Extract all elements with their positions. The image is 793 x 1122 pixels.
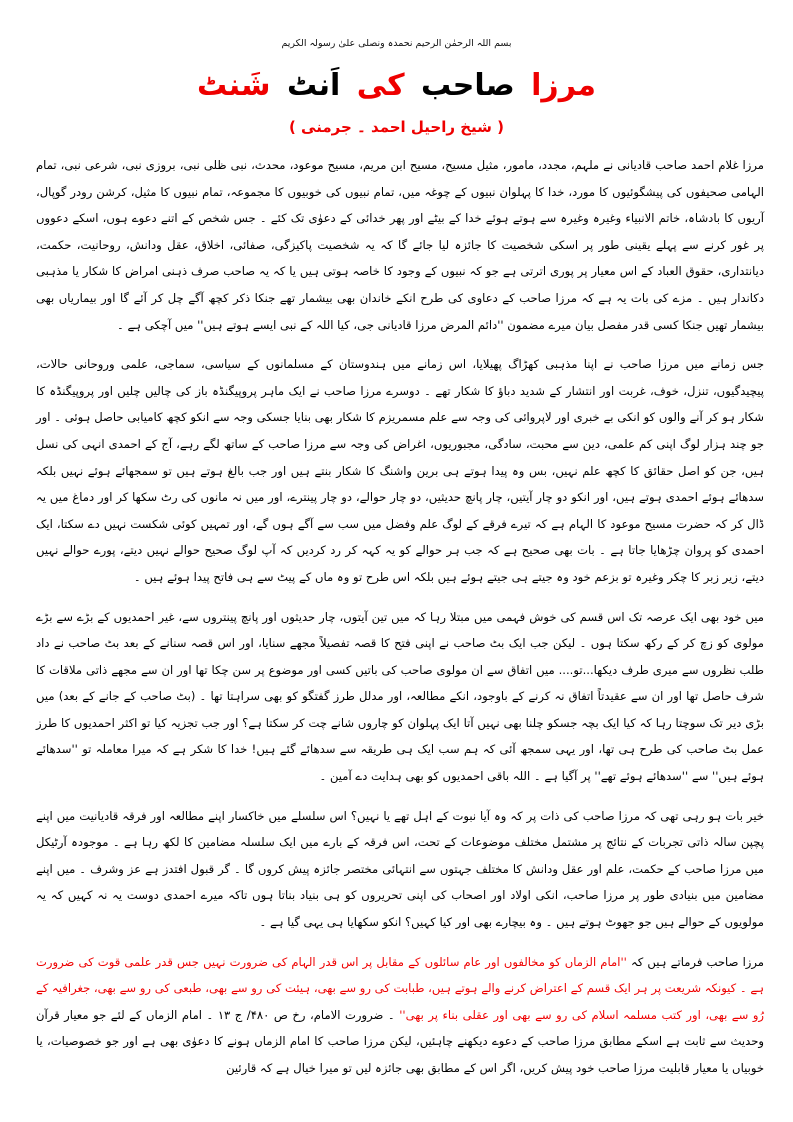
title-word-shant: شَنٹ: [197, 68, 271, 103]
paragraph-5-rest: ۔ ضرورت الامام، رخ ص ۴۸۰/ ج ۱۳ ۔ امام الزماں کے لئے جو معیار قرآن وحدیث سے ثابت ہے اسکے مطابق مرزا صاحب کے دعوے دیکھنے چاہئیں، لیکن مرزا صاحب کا امام الزماں ہونے کا دعوٰی بھی ہے اور جو خصوصیات، یا خوبیاں یا معیار قابلیت مرزا صاحب خود پیش کریں، اگر اس کے مطابق بھی جائزہ لیں تو میرا خیال ہے کہ قارئین: [36, 1007, 764, 1075]
page-title: [0, 64, 793, 108]
paragraph-2: جس زمانے میں مرزا صاحب نے اپنا مذہبی کھڑاگ پھیلایا، اس زمانے میں ہندوستان کے مسلمانوں کے سیاسی، سماجی، علمی وروحانی حالات، پیچیدگیوں، تنزل، خوف، غربت اور انتشار کے شدید دباؤ کا شکار تھے ۔ دوسرے مرزا صاحب نے ایک ماہر پروپیگنڈہ باز کی چالیں چلیں اور پروپیگنڈہ کا شکار ہو کر آنے والوں کو انکی بے خبری اور لاپروائی کی وجہ سے علم مسمریزم کا شکار بھی بنایا جسکی وجہ سے انکو کچھ کامیابی حاصل ہوئی ۔ اور جو چند ہزار لوگ اپنی کم علمی، دین سے محبت، سادگی، مجبوریوں، اغراض کی وجہ سے مرزا صاحب کے ساتھ لگے رہے، آج کے احمدی انہی کی نسل ہیں، جن کو اصل حقائق کا کچھ علم نہیں، بس وہ پیدا ہوتے ہی برین واشنگ کا شکار بنتے ہیں اور جب بالغ ہوتے ہیں تو سمجھائے ہوئے نہیں بلکہ سدھائے ہوئے احمدی ہوتے ہیں، اور انکو دو چار آیتیں، چار پانچ حدیثیں، دو چار حوالے، دو چار پینترے، اور میں نہ مانوں کی رٹ سکھا کر اور دماغ میں یہ ڈال کر کہ حضرت مسیح موعود کا الہام ہے کہ تیرے فرقے کے لوگ علم وفضل میں سب سے آگے ہوں گے، اور تمہیں کوئی شکست نہیں دے سکتا، ایک احمدی کو پروان چڑھایا جاتا ہے ۔ بات بھی صحیح ہے کہ جب ہر حوالے کو یہ کہہ کر رد کردیں کہ آپ لوگ صحیح حوالے نہیں دیتے، پورے حوالے نہیں دیتے، زیر زبر کا چکر وغیرہ تو بزعم خود وہ جیتے ہی جیتے ہوئے ہیں بلکہ اس طرح تو وہ ماں کے پیٹ سے ہی فاتح پیدا ہوئے ہیں ۔: [36, 357, 764, 584]
paragraph-4: خیر بات ہو رہی تھی کہ مرزا صاحب کی ذات پر کہ وہ آیا نبوت کے اہل تھے یا نہیں؟ اس سلسلے میں خاکسار اپنے مطالعہ اور فرقہ قادیانیت میں اپنے پچپن سالہ ذاتی تجربات کے نتائج پر مشتمل مختلف موضوعات کے تحت، اس فرقہ کے بارے میں ایک سلسلہ مضامین کا لکھ رہا ہے ۔ موجودہ آرٹیکل میں مرزا صاحب کے حکمت، علم اور عقل ودانش کا مختلف جہتوں سے انتہائی مختصر جائزہ پیش کروں گا ۔ گر قبول افتدز ہے عز وشرف ۔ میں اپنے مضامین میں بنیادی طور پر مرزا صاحب، انکی اولاد اور اصحاب کی اپنی تحریروں کو ہی بنیاد بناتا ہوں تاکہ میرے احمدی دوست یہ نہ کہیں کہ یہ مولویوں کے حوالے ہیں جو جھوٹ ہوتے ہیں ۔ وہ بیچارے بھی اور کیا کہیں؟ انکو سکھایا ہی یہی گیا ہے ۔: [36, 808, 764, 930]
paragraph-5: [36, 949, 764, 1082]
bismillah-header: بسم اللہ الرحمٰن الرحیم نحمدہ ونصلی علیٰ رسولہ الکریم: [281, 38, 512, 49]
paragraph-1: مرزا غلام احمد صاحب قادیانی نے ملہم، مجدد، مامور، مثیل مسیح، مسیح ابن مریم، مسیح موعود، محدث، نبی ظلی نبی، بروزی نبی، شرعی نبی، تمام الہامی صحیفوں کی پیشگوئیوں کا مورد، خدا کا پہلوان نبیوں کے چوغہ میں، تمام نبیوں کی خوبیوں کا مجموعہ، تمام نبیوں کا مثیل، کرشن رودر گوپال، آریوں کا بادشاہ، خاتم الانبیاء وغیرہ وغیرہ سے ہوتے ہوئے خدا کے بیٹے اور پھر خدائی کے دعوٰی تک کئے ۔ جس شخص کے اتنے دعوے ہوں، اسکے دعووں پر غور کرنے سے پہلے یقینی طور پر اسکی شخصیت کا جائزہ لیا جائے گا کہ یہ شخصیت پاکیزگی، صفائی، اخلاق، عقل ودانش، روحانیت، حکمت، دیانتداری، حقوق العباد کے اس معیار پر پوری اترتی ہے جو کہ نبیوں کے وجود کا خاصہ ہوتی ہیں یا کہ یہ صاحب صرف ذہنی امراض کا شکار یا مذہبی دکاندار ہیں ۔ مزے کی بات یہ ہے کہ مرزا صاحب کے دعاوی کی طرح انکے خاندان بھی بیشمار تھے جنکا ذکر کچھ آگے چل کر آئے گا اور بیماریاں بھی بیشمار تھیں جنکا کسی قدر مفصل بیان میرے مضمون ''دائم المرض مرزا قادیانی جی، کیا اللہ کے نبی ایسے ہوتے ہیں'' میں آچکی ہے ۔: [36, 158, 764, 332]
article-body: [36, 152, 764, 1095]
author-byline: ( شیخ راحیل احمد ۔ جرمنی ): [288, 118, 505, 136]
title-word-ki: کی: [356, 68, 405, 103]
title-word-ant: اَنٹ: [287, 68, 341, 103]
title-word-mirza: مرزا: [531, 68, 596, 103]
paragraph-5-lead: مرزا صاحب فرماتے ہیں کہ: [630, 954, 764, 969]
imam-quote: ''امام الزماں کو مخالفوں اور عام سائلوں کے مقابل پر اس قدر الہام کی ضرورت نہیں جس قدر علمی قوت کی ضرورت ہے ۔ کیونکہ شریعت پر ہر ایک قسم کے اعتراض کرنے والے ہوتے ہیں، طبابت کی رو سے بھی، ہیئت کی رو سے بھی، طبعی کی رو سے بھی، جغرافیہ کے رُو سے بھی، اور کتب مسلمہ اسلام کی رو سے بھی اور عقلی بناء پر بھی'': [36, 954, 765, 1022]
paragraph-3: میں خود بھی ایک عرصہ تک اس قسم کی خوش فہمی میں مبتلا رہا کہ میں تین آیتوں، چار حدیثوں اور پانچ پینتروں سے، غیر احمدیوں کے بڑے سے بڑے مولوی کو زچ کر کے رکھ سکتا ہوں ۔ لیکن جب ایک بٹ صاحب نے اپنی فتح کا قصہ تفصیلاً مجھے سنایا، اور اس قصہ سنانے کے بعد بٹ صاحب نے داد طلب نظروں سے میری طرف دیکھا...تو.... میں اتفاق سے ان مولوی صاحب کی باتیں کسی اور موضوع پر سن چکا تھا اور ان سے مجھے ذاتی ملاقات کا شرف حاصل تھا اور ان سے عقیدتاً اتفاق نہ کرنے کے باوجود، انکے مطالعہ، اور مدلل طرز گفتگو کو بھی سراہتا تھا ۔ (بٹ صاحب کے جانے کے بعد) میں بڑی دیر تک سوچتا رہا کہ کیا ایک بچہ جسکو چلنا بھی نہیں آتا ایک پہلوان کو چاروں شانے چت کر سکتا ہے؟ اور جب تجزیہ کیا تو اکثر احمدیوں کا طرز عمل بٹ صاحب کی طرح ہی تھا، اور یہی سمجھ آئی کہ ہم سب ایک ہی طریقہ سے سدھائے گئے ہیں! خدا کا شکر ہے کہ میرا معاملہ تو ''سدھائے ہوئے ہیں'' سے ''سدھائے ہوئے تھے'' پر آگیا ہے ۔ اللہ باقی احمدیوں کو بھی ہدایت دے آمین ۔: [36, 609, 764, 784]
title-word-sahib: صاحب: [421, 68, 515, 103]
